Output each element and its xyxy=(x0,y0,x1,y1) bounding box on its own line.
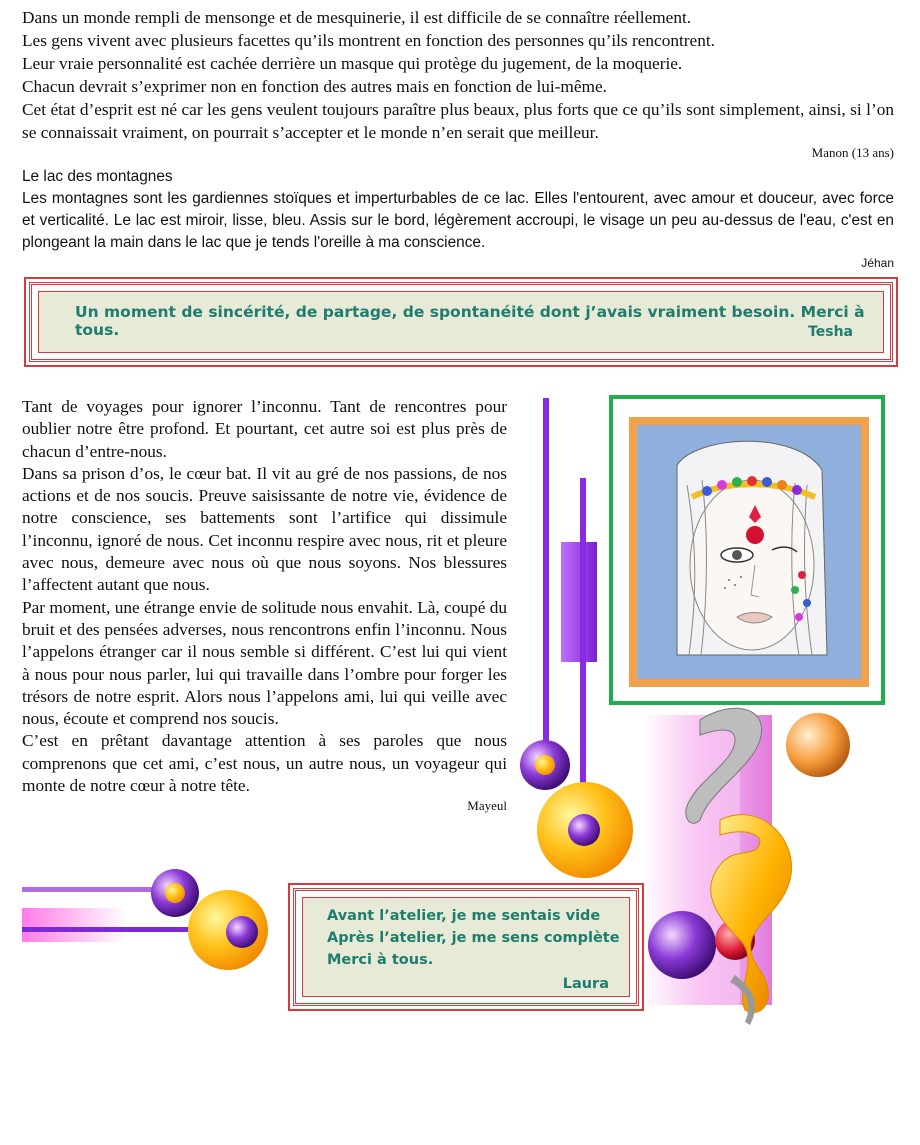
orange-sphere-small xyxy=(165,883,185,903)
purple-sphere xyxy=(520,740,570,790)
purple-bar-thin xyxy=(580,478,586,828)
purple-line-horizontal xyxy=(22,887,182,892)
purple-sphere xyxy=(568,814,600,846)
manon-line: Cet état d’esprit est né car les gens veulent toujours paraître plus beaux, plus forts que ce qu’ils sont simplement, ainsi, si l’on se connaissait vraiment, on pourrait s’accepter et le monde n’en serait que meilleur. xyxy=(22,100,894,142)
orange-sphere-large xyxy=(537,782,633,878)
manon-signature: Manon (13 ans) xyxy=(811,145,894,160)
mayeul-paragraph: Tant de voyages pour ignorer l’inconnu. Tant de rencontres pour oublier notre être profond. Et pourtant, cet autre soi est plus près de chacun d’entre-nous. xyxy=(22,397,507,461)
grey-ribbon xyxy=(686,708,762,823)
lac-body: Les montagnes sont les gardiennes stoïques et imperturbables de ce lac. Elles l'entourent, avec amour et douceur, avec force et verticalité. Le lac est miroir, lisse, bleu. Assis sur le bord, légèrement accroupi, le visage un peu au-dessus de l'eau, c'est en plongeant la main dans le lac que je tends l'oreille à ma conscience. xyxy=(22,190,894,251)
mayeul-paragraph: Dans sa prison d’os, le cœur bat. Il vit au gré de nos passions, de nos actions et de nos soucis. Preuve saisissante de notre vie, évidence de notre conscience, ses battements sont l’artifice qui dissimule l’inconnu, ignoré de nous. Cet inconnu respire avec nous, rit et pleure avec nous, demeure avec nous où que nous soyons. Nos blessures l’affectent autant que nous. xyxy=(22,463,507,595)
pink-panel xyxy=(642,715,772,1005)
quote-box-laura xyxy=(293,888,639,1006)
peach-sphere xyxy=(786,713,850,777)
quote-line: Avant l’atelier, je me sentais vide xyxy=(327,908,601,924)
mayeul-paragraph: Par moment, une étrange envie de solitude nous envahit. Là, coupé du bruit et des pensées adverses, nous rencontrons enfin l’inconnu. Nous l’appelons étranger car il nous semble si différent. C’est lui qui vient à nous pour nous parler, lui qui travaille dans l’ombre pour forger les trésors de notre esprit. Alors nous l’appelons ami, lui qui veille avec nous, écoute et comprend nos soucis. xyxy=(22,597,507,729)
purple-sphere xyxy=(226,916,258,948)
lac-title: Le lac des montagnes xyxy=(22,168,173,185)
portrait-frame-green xyxy=(609,395,885,705)
quote-box-tesha xyxy=(29,282,893,362)
yellow-ribbon xyxy=(711,815,792,1013)
lac-signature: Jéhan xyxy=(861,256,894,270)
quote-line: Après l’atelier, je me sens complète xyxy=(327,930,620,946)
manon-line: Chacun devrait s’exprimer non en fonction des autres mais en fonction de lui-même. xyxy=(22,77,607,96)
quote-inner xyxy=(302,897,630,997)
quote-author: Laura xyxy=(562,976,609,992)
mayeul-text xyxy=(22,396,507,815)
purple-bar-thin xyxy=(543,398,549,758)
quote-author: Tesha xyxy=(808,324,853,340)
manon-line: Dans un monde rempli de mensonge et de mesquinerie, il est difficile de se connaître réellement. xyxy=(22,8,692,27)
mayeul-signature: Mayeul xyxy=(467,798,507,814)
orange-sphere-large xyxy=(188,890,268,970)
lac-section xyxy=(22,166,894,272)
manon-line: Leur vraie personnalité est cachée derrière un masque qui protège du jugement, de la moquerie. xyxy=(22,54,683,73)
purple-bar xyxy=(561,542,597,662)
pink-panel xyxy=(700,715,740,1005)
red-sphere xyxy=(715,920,755,960)
manon-text xyxy=(22,6,894,162)
portrait-frame-orange xyxy=(629,417,869,687)
quote-line: Merci à tous. xyxy=(327,952,434,968)
purple-line-horizontal xyxy=(22,927,242,932)
grey-ribbon-tail xyxy=(730,975,755,1025)
purple-sphere xyxy=(648,911,716,979)
purple-sphere xyxy=(151,869,199,917)
orange-sphere-small xyxy=(535,755,555,775)
manon-line: Les gens vivent avec plusieurs facettes qu’ils montrent en fonction des personnes qu’ils rencontrent. xyxy=(22,31,715,50)
pink-bar-horizontal xyxy=(22,908,127,942)
quote-text: Un moment de sincérité, de partage, de spontanéité dont j’avais vraiment besoin. Merci à tous. xyxy=(75,303,865,339)
quote-inner xyxy=(38,291,884,353)
mayeul-paragraph: C’est en prêtant davantage attention à ses paroles que nous comprenons que cet ami, c’est nous, un autre nous, un voyageur qui monte de notre cœur à notre tête. xyxy=(22,731,507,796)
portrait-drawing xyxy=(637,425,861,679)
